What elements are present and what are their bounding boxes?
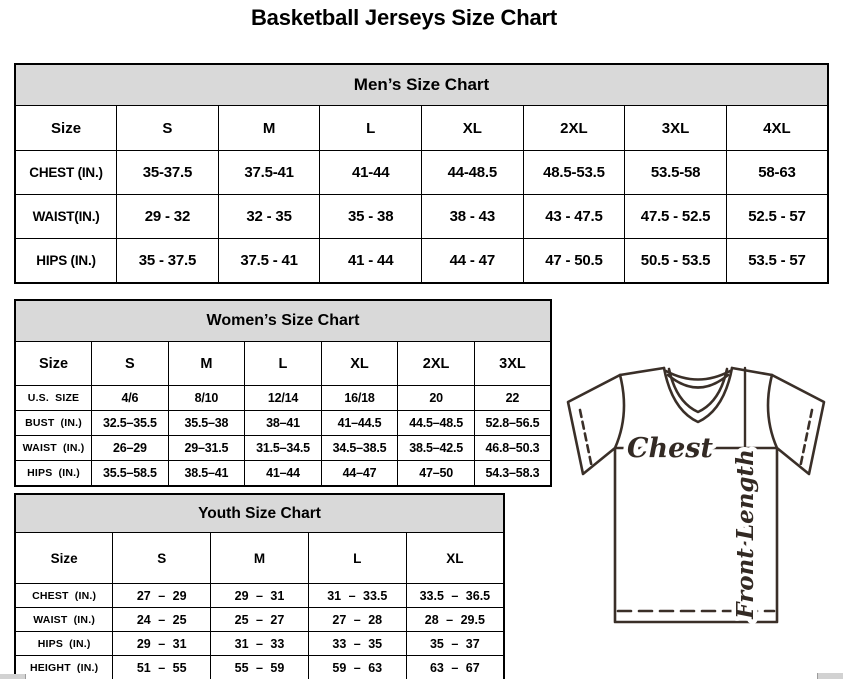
youth-value-cell: 35 – 37 (406, 632, 504, 656)
women-value-cell: 52.8–56.5 (474, 411, 551, 436)
women-value-cell: 38–41 (245, 411, 322, 436)
men-value-cell: 41 - 44 (320, 239, 422, 284)
youth-size-corner-label: Size (15, 533, 113, 584)
women-value-cell: 4/6 (92, 386, 169, 411)
women-value-cell: 31.5–34.5 (245, 436, 322, 461)
men-col-header-L: L (320, 106, 422, 151)
youth-value-cell: 27 – 28 (308, 608, 406, 632)
youth-value-cell: 31 – 33.5 (308, 584, 406, 608)
women-row-label: WAIST (IN.) (15, 436, 92, 461)
men-col-header-M: M (218, 106, 320, 151)
men-value-cell: 58-63 (726, 151, 828, 195)
youth-value-cell: 28 – 29.5 (406, 608, 504, 632)
youth-value-cell: 33 – 35 (308, 632, 406, 656)
left-sleeve-seam (615, 375, 624, 448)
women-value-cell: 29–31.5 (168, 436, 245, 461)
men-table-row (15, 151, 828, 195)
women-col-header-S: S (92, 342, 169, 386)
men-value-cell: 47.5 - 52.5 (625, 195, 727, 239)
women-value-cell: 8/10 (168, 386, 245, 411)
men-value-cell: 41-44 (320, 151, 422, 195)
youth-value-cell: 33.5 – 36.5 (406, 584, 504, 608)
women-value-cell: 12/14 (245, 386, 322, 411)
youth-value-cell: 51 – 55 (113, 656, 211, 679)
women-value-cell: 32.5–35.5 (92, 411, 169, 436)
horizontal-scrollbar-fragment-right[interactable] (817, 673, 843, 679)
jersey-outline (568, 368, 824, 622)
right-cuff-dashed-line (800, 410, 812, 468)
women-size-corner-label: Size (15, 342, 92, 386)
men-table-row (15, 239, 828, 284)
men-value-cell: 50.5 - 53.5 (625, 239, 727, 284)
men-value-cell: 35 - 37.5 (117, 239, 219, 284)
youth-table-row (15, 584, 504, 608)
men-chart-title-row (15, 64, 828, 106)
women-value-cell: 20 (398, 386, 475, 411)
men-value-cell: 53.5 - 57 (726, 239, 828, 284)
women-chart-title-row (15, 300, 551, 342)
women-value-cell: 41–44 (245, 461, 322, 487)
women-value-cell: 35.5–58.5 (92, 461, 169, 487)
men-value-cell: 35-37.5 (117, 151, 219, 195)
youth-table-row (15, 656, 504, 679)
men-column-header-row (15, 106, 828, 151)
women-value-cell: 47–50 (398, 461, 475, 487)
jersey-diagram-svg (556, 358, 840, 630)
youth-size-chart-table (14, 493, 505, 679)
women-value-cell: 38.5–42.5 (398, 436, 475, 461)
youth-value-cell: 24 – 25 (113, 608, 211, 632)
women-col-header-XL: XL (321, 342, 398, 386)
youth-value-cell: 29 – 31 (113, 632, 211, 656)
men-col-header-3XL: 3XL (625, 106, 727, 151)
men-table-row (15, 195, 828, 239)
youth-column-header-row (15, 533, 504, 584)
men-row-label: CHEST (IN.) (15, 151, 117, 195)
women-col-header-3XL: 3XL (474, 342, 551, 386)
men-value-cell: 37.5 - 41 (218, 239, 320, 284)
youth-col-header-M: M (211, 533, 309, 584)
youth-chart-title-row (15, 494, 504, 533)
men-value-cell: 37.5-41 (218, 151, 320, 195)
women-col-header-2XL: 2XL (398, 342, 475, 386)
men-value-cell: 43 - 47.5 (523, 195, 625, 239)
men-value-cell: 52.5 - 57 (726, 195, 828, 239)
youth-value-cell: 29 – 31 (211, 584, 309, 608)
women-row-label: U.S. SIZE (15, 386, 92, 411)
men-value-cell: 47 - 50.5 (523, 239, 625, 284)
women-value-cell: 35.5–38 (168, 411, 245, 436)
men-row-label: HIPS (IN.) (15, 239, 117, 284)
women-table-row (15, 411, 551, 436)
women-value-cell: 44–47 (321, 461, 398, 487)
women-value-cell: 46.8–50.3 (474, 436, 551, 461)
men-value-cell: 38 - 43 (422, 195, 524, 239)
youth-row-label: WAIST (IN.) (15, 608, 113, 632)
youth-value-cell: 25 – 27 (211, 608, 309, 632)
youth-table-row (15, 632, 504, 656)
women-value-cell: 44.5–48.5 (398, 411, 475, 436)
youth-col-header-L: L (308, 533, 406, 584)
youth-row-label: HIPS (IN.) (15, 632, 113, 656)
men-value-cell: 44-48.5 (422, 151, 524, 195)
women-value-cell: 34.5–38.5 (321, 436, 398, 461)
front-length-measure-label: Front Length (732, 449, 759, 619)
women-table-row (15, 461, 551, 487)
women-value-cell: 41–44.5 (321, 411, 398, 436)
men-col-header-4XL: 4XL (726, 106, 828, 151)
mens-size-chart-table (14, 63, 829, 284)
men-value-cell: 44 - 47 (422, 239, 524, 284)
youth-chart-title: Youth Size Chart (15, 494, 504, 533)
youth-value-cell: 59 – 63 (308, 656, 406, 679)
page-title: Basketball Jerseys Size Chart (250, 5, 558, 30)
horizontal-scrollbar-fragment-left[interactable] (0, 674, 26, 679)
youth-value-cell: 63 – 67 (406, 656, 504, 679)
right-sleeve-seam (768, 375, 777, 448)
women-value-cell: 16/18 (321, 386, 398, 411)
women-row-label: HIPS (IN.) (15, 461, 92, 487)
women-value-cell: 22 (474, 386, 551, 411)
womens-size-chart-table (14, 299, 552, 487)
youth-col-header-S: S (113, 533, 211, 584)
men-col-header-2XL: 2XL (523, 106, 625, 151)
jersey-measurement-diagram (556, 358, 840, 630)
women-value-cell: 38.5–41 (168, 461, 245, 487)
youth-row-label: CHEST (IN.) (15, 584, 113, 608)
men-value-cell: 48.5-53.5 (523, 151, 625, 195)
men-col-header-S: S (117, 106, 219, 151)
men-col-header-XL: XL (422, 106, 524, 151)
youth-value-cell: 55 – 59 (211, 656, 309, 679)
men-chart-title: Men’s Size Chart (15, 64, 828, 106)
women-value-cell: 54.3–58.3 (474, 461, 551, 487)
men-row-label: WAIST(IN.) (15, 195, 117, 239)
women-chart-title: Women’s Size Chart (15, 300, 551, 342)
women-column-header-row (15, 342, 551, 386)
collar-back-curve-upper (666, 371, 730, 380)
men-size-corner-label: Size (15, 106, 117, 151)
chest-measure-label: Chest (627, 433, 713, 464)
women-col-header-L: L (245, 342, 322, 386)
youth-value-cell: 27 – 29 (113, 584, 211, 608)
youth-value-cell: 31 – 33 (211, 632, 309, 656)
left-cuff-dashed-line (580, 410, 592, 468)
men-value-cell: 29 - 32 (117, 195, 219, 239)
women-row-label: BUST (IN.) (15, 411, 92, 436)
youth-row-label: HEIGHT (IN.) (15, 656, 113, 679)
youth-col-header-XL: XL (406, 533, 504, 584)
youth-table-row (15, 608, 504, 632)
men-value-cell: 35 - 38 (320, 195, 422, 239)
women-table-row (15, 386, 551, 411)
women-value-cell: 26–29 (92, 436, 169, 461)
women-table-row (15, 436, 551, 461)
men-value-cell: 53.5-58 (625, 151, 727, 195)
men-value-cell: 32 - 35 (218, 195, 320, 239)
women-col-header-M: M (168, 342, 245, 386)
